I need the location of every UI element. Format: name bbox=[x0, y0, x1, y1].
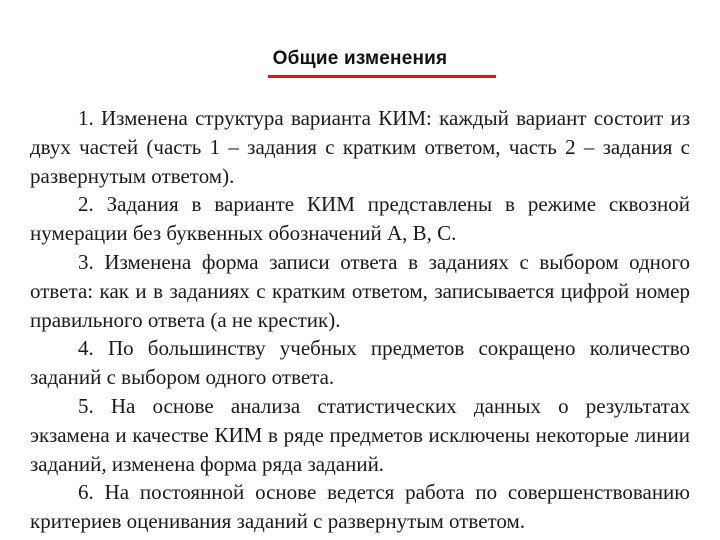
paragraph-4: 4. По большинству учебных предметов сокращено количество заданий с выбором одного ответа. bbox=[30, 336, 690, 390]
paragraph-3: 3. Изменена форма записи ответа в заданиях с выбором одного ответа: как и в заданиях с кратким ответом, записывается цифрой номер правильного ответа (а не крестик). bbox=[30, 249, 690, 332]
paragraph-2: 2. Задания в варианте КИМ представлены в режиме сквозной нумерации без буквенных обозначений А, В, С. bbox=[30, 192, 690, 246]
paragraph-5: 5. На основе анализа статистических данных о результатах экзамена и качестве КИМ в ряде предметов исключены некоторые линии заданий, изменена форма ряда заданий. bbox=[30, 393, 690, 476]
slide-title: Общие изменения bbox=[272, 48, 448, 69]
paragraph-1: 1. Изменена структура варианта КИМ: каждый вариант состоит из двух частей (часть 1 – задания с кратким ответом, часть 2 – задания с развернутым ответом). bbox=[30, 106, 690, 188]
slide-body bbox=[30, 104, 690, 536]
title-underline bbox=[268, 75, 496, 78]
paragraph-6: 6. На постоянной основе ведется работа по совершенствованию критериев оценивания заданий с развернутым ответом. bbox=[30, 480, 690, 534]
